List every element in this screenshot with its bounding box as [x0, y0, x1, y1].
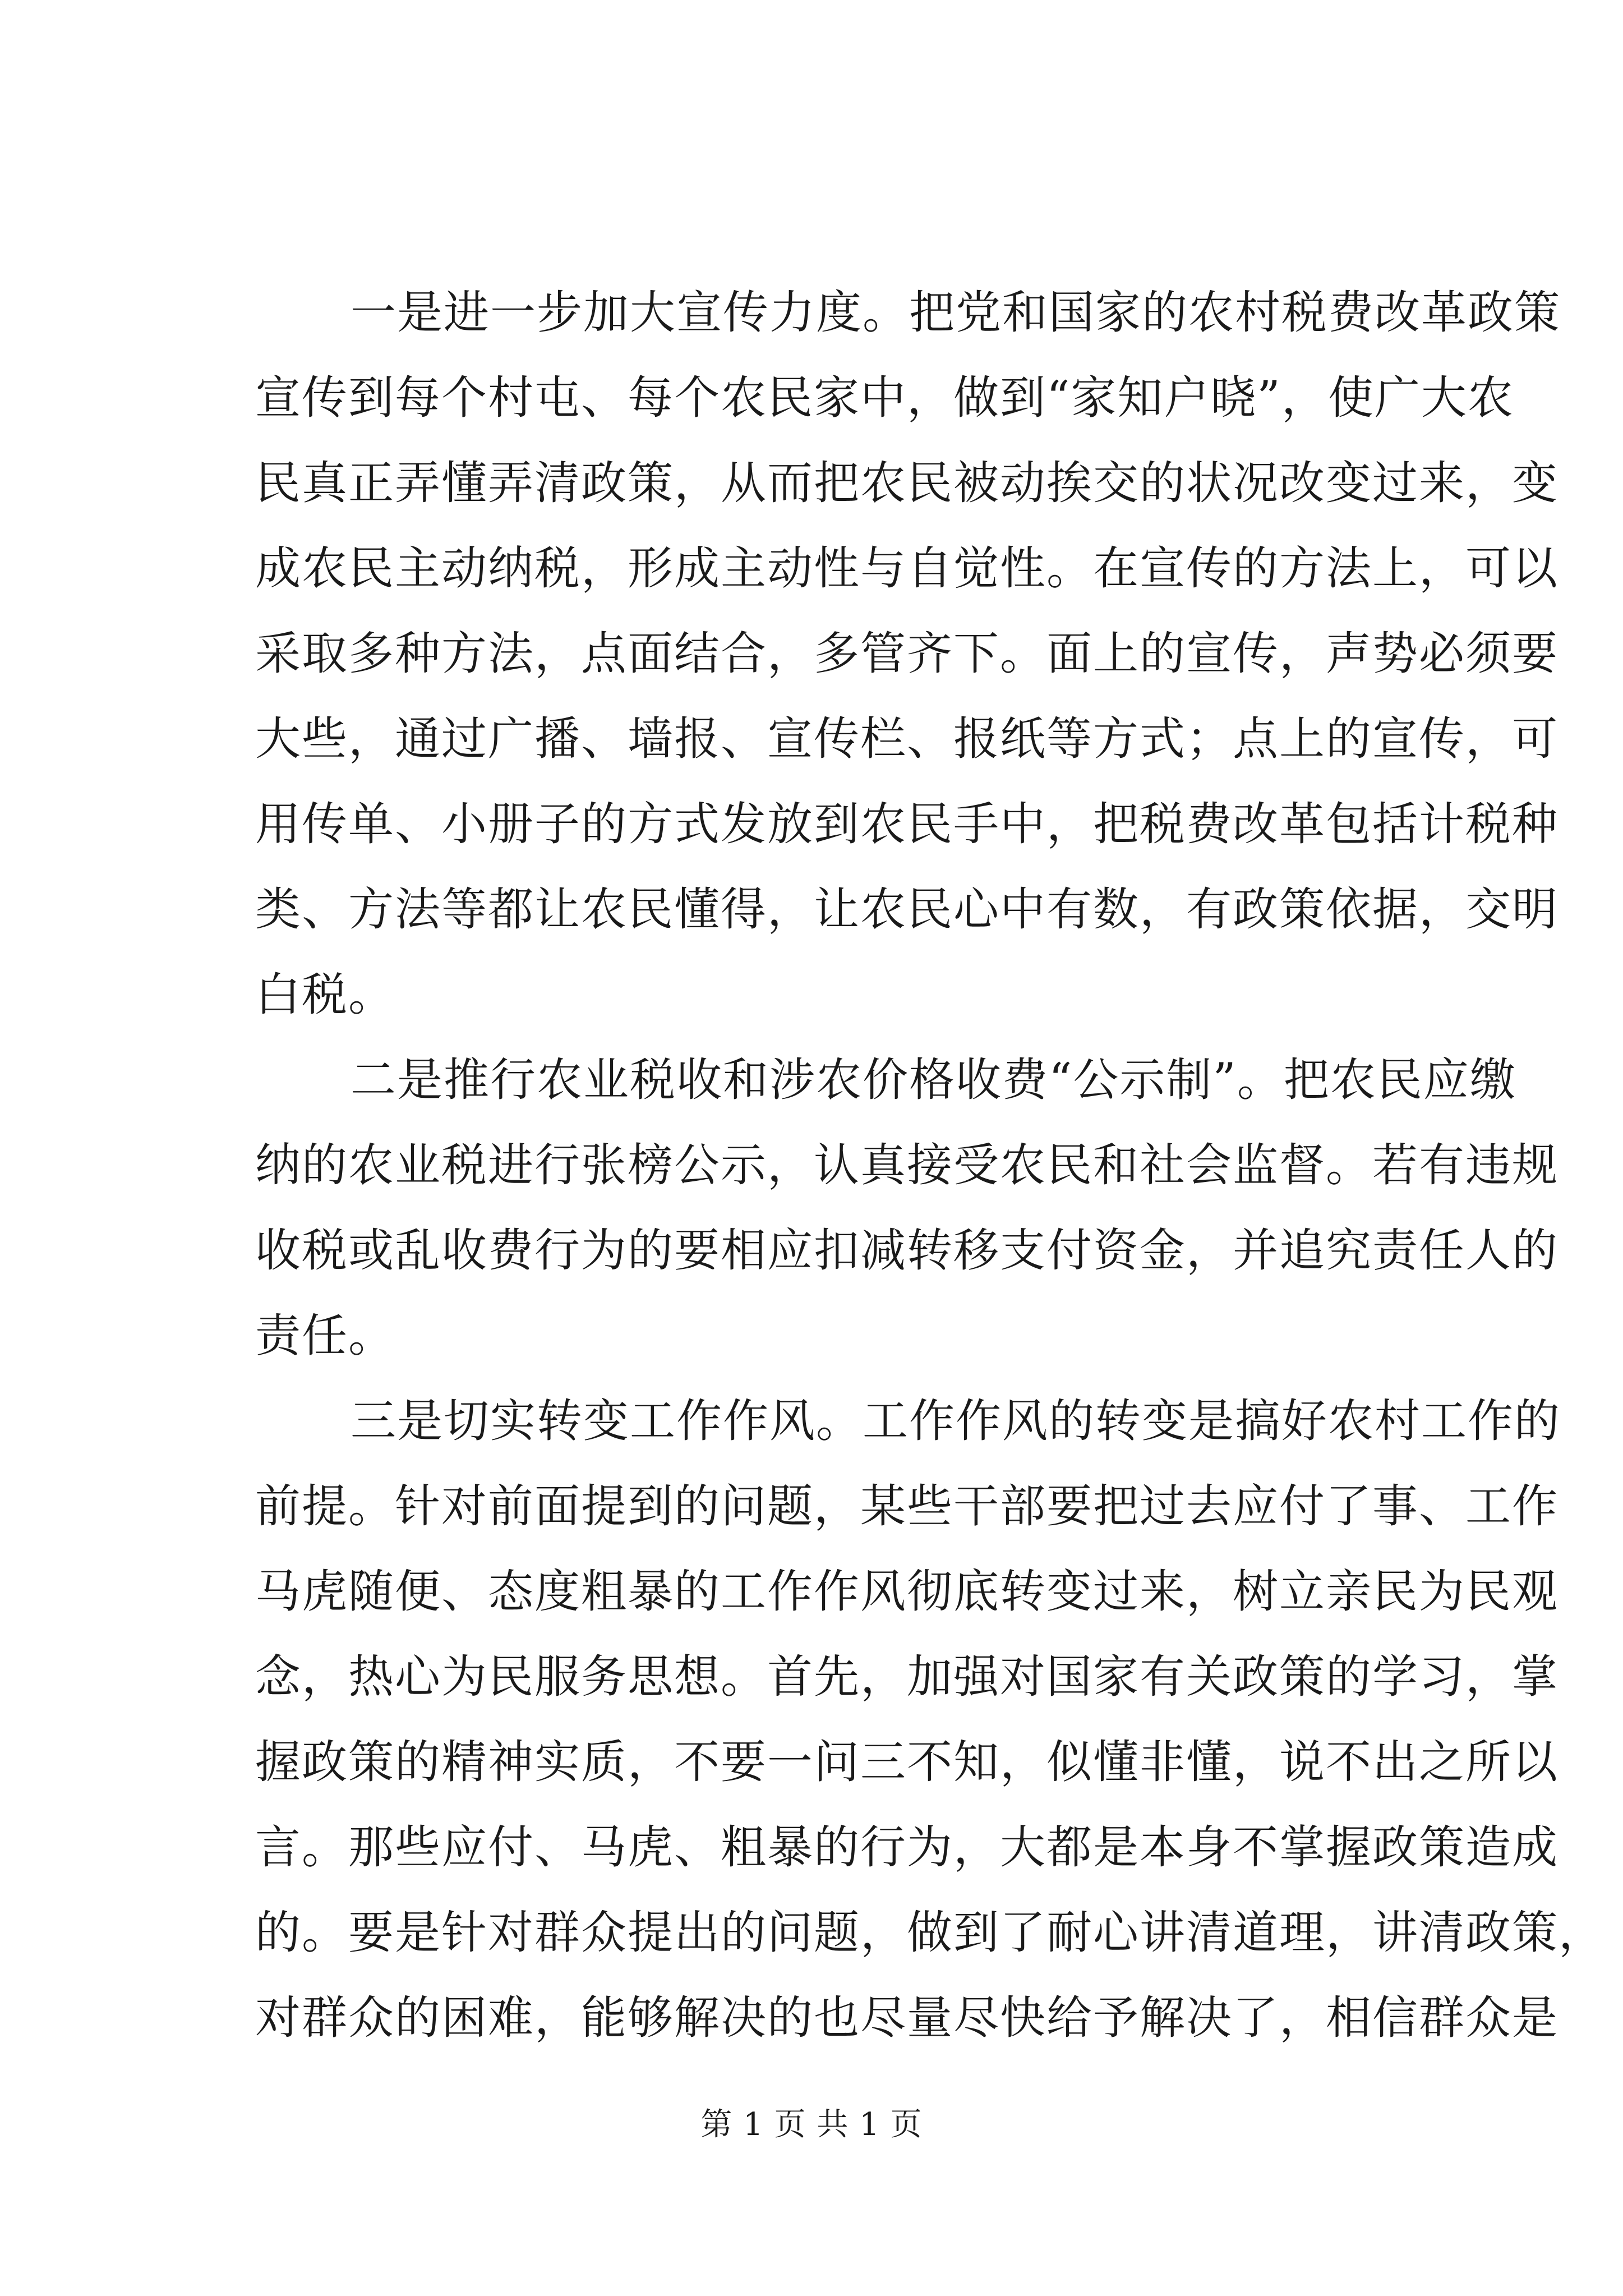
text-line: 对群众的困难，能够解决的也尽量尽快给予解决了，相信群众是 [255, 1992, 1559, 2045]
text-line: 念，热心为民服务思想。首先，加强对国家有关政策的学习，掌 [255, 1651, 1559, 1704]
text-line: 三是切实转变工作作风。工作作风的转变是搞好农村工作的 [351, 1395, 1561, 1448]
paragraph-work-style [255, 1379, 1606, 2061]
text-line: 的。要是针对群众提出的问题，做到了耐心讲清道理，讲清政策， [255, 1907, 1606, 1959]
text-line: 纳的农业税进行张榜公示，认真接受农民和社会监督。若有违规 [255, 1139, 1559, 1192]
text-line: 民真正弄懂弄清政策，从而把农民被动挨交的状况改变过来，变 [255, 457, 1559, 510]
page-footer: 第 1 页 共 1 页 [700, 2106, 923, 2143]
text-line: 二是推行农业税收和涉农价格收费“公示制”。把农民应缴 [351, 1054, 1516, 1107]
text-line: 采取多种方法，点面结合，多管齐下。面上的宣传，声势必须要 [255, 628, 1559, 680]
text-line: 握政策的精神实质，不要一问三不知，似懂非懂，说不出之所以 [255, 1736, 1559, 1789]
text-line: 类、方法等都让农民懂得，让农民心中有数，有政策依据，交明 [255, 884, 1559, 936]
document-body [255, 270, 1606, 2061]
text-line: 宣传到每个村屯、每个农民家中，做到“家知户晓”，使广大农 [255, 372, 1514, 425]
text-line: 收税或乱收费行为的要相应扣减转移支付资金，并追究责任人的 [255, 1225, 1559, 1277]
paragraph-disclosure [255, 1038, 1559, 1379]
text-line: 责任。 [255, 1310, 395, 1363]
paragraph-publicity [255, 270, 1561, 1038]
text-line: 用传单、小册子的方式发放到农民手中，把税费改革包括计税种 [255, 798, 1559, 851]
text-line: 成农民主动纳税，形成主动性与自觉性。在宣传的方法上，可以 [255, 542, 1559, 595]
text-line: 言。那些应付、马虎、粗暴的行为，大都是本身不掌握政策造成 [255, 1821, 1559, 1874]
text-line: 一是进一步加大宣传力度。把党和国家的农村税费改革政策 [351, 287, 1561, 339]
text-line: 马虎随便、态度粗暴的工作作风彻底转变过来，树立亲民为民观 [255, 1566, 1559, 1618]
text-line: 大些，通过广播、墙报、宣传栏、报纸等方式；点上的宣传，可 [255, 713, 1559, 766]
text-line: 白税。 [255, 969, 395, 1022]
text-line: 前提。针对前面提到的问题，某些干部要把过去应付了事、工作 [255, 1480, 1559, 1533]
